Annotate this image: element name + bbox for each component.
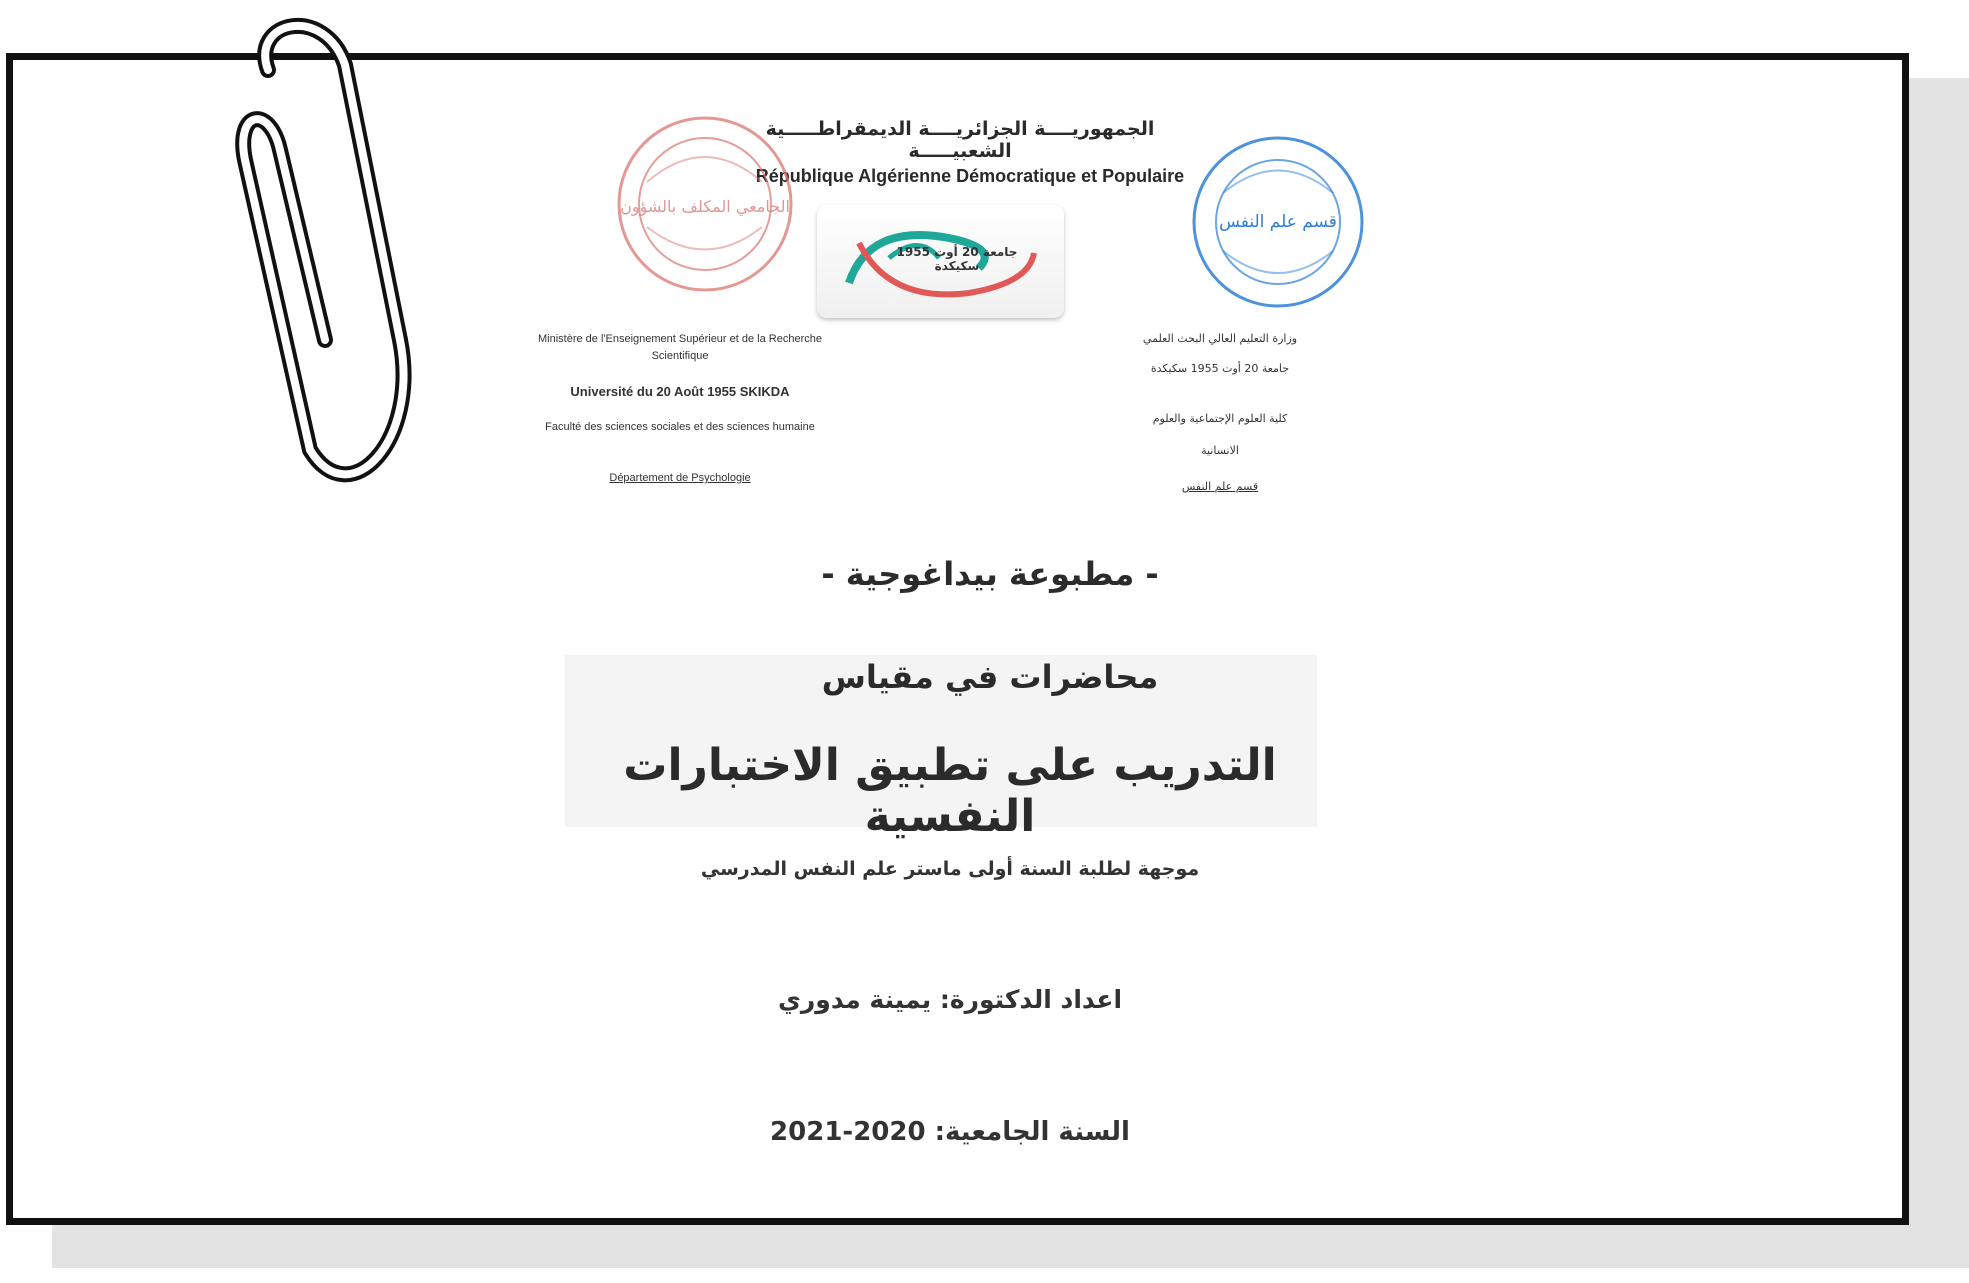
republic-title-fr: République Algérienne Démocratique et Populaire — [755, 166, 1185, 186]
department-fr: Département de Psychologie — [609, 472, 751, 484]
university-fr: Université du 20 Août 1955 SKIKDA — [570, 384, 790, 399]
blue-stamp-icon — [1185, 133, 1371, 311]
logo-caption: جامعة 20 أوت 1955 سكيكدة — [896, 245, 1018, 273]
course-title: التدريب على تطبيق الاختبارات النفسية — [623, 740, 1277, 842]
republic-title-ar: الجمهوريــــة الجزائريــــة الديمقراطـــــية الشعبيـــــة — [765, 118, 1155, 162]
university-logo — [817, 205, 1064, 318]
red-stamp-icon — [612, 112, 798, 296]
author-line: اعداد الدكتورة: يمينة مدوري — [777, 985, 1123, 1014]
paperclip-icon — [200, 0, 480, 520]
red-stamp-text: الجامعي المكلف بالشؤون — [620, 197, 790, 216]
lectures-heading: محاضرات في مقياس — [821, 658, 1159, 696]
faculty-ar-line1: كلية العلوم الإجتماعية والعلوم — [1152, 412, 1288, 425]
university-ar: جامعة 20 أوت 1955 سكيكدة — [1150, 362, 1290, 375]
academic-year: السنة الجامعية: 2020-2021 — [770, 1117, 1130, 1147]
blue-stamp-text: قسم علم النفس — [1219, 212, 1337, 232]
department-ar: قسم علم النفس — [1181, 480, 1259, 493]
audience-line: موجهة لطلبة السنة أولى ماستر علم النفس المدرسي — [700, 858, 1200, 880]
faculty-fr: Faculté des sciences sociales et des sciences humaine — [545, 421, 815, 433]
ministry-ar: وزارة التعليم العالي البحث العلمي — [1142, 332, 1298, 345]
faculty-ar-line2: الانسانية — [1201, 444, 1239, 457]
ministry-fr: Ministère de l'Enseignement Supérieur et de la Recherche Scientifique — [538, 333, 822, 362]
publication-type: - مطبوعة بيداغوجية - — [821, 555, 1159, 593]
